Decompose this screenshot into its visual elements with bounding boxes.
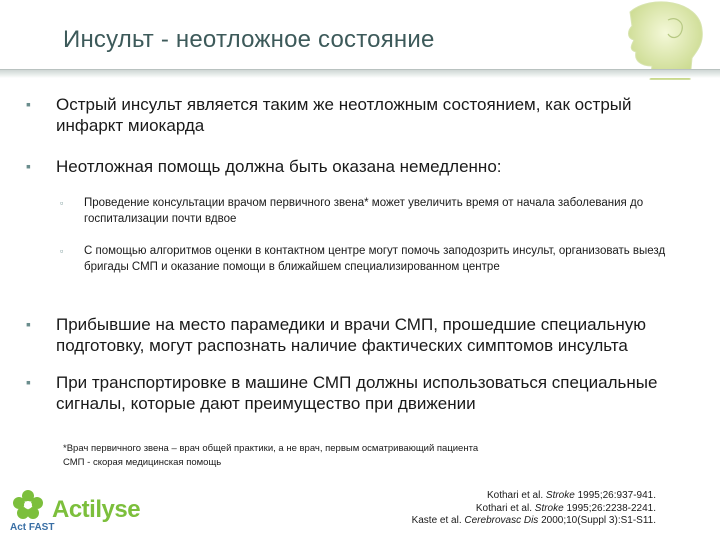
bullet-marker: ▪: [26, 158, 31, 174]
references: [296, 490, 656, 528]
bullet-text: Острый инсульт является таким же неотложным состоянием, как острый инфаркт миокарда: [56, 95, 632, 135]
footnote-line: *Врач первичного звена – врач общей практики, а не врач, первым осматривающий пациента: [63, 443, 479, 454]
reference-line: Kothari et al. Stroke 1995;26:937-941.: [486, 490, 656, 501]
flower-icon: [13, 490, 43, 519]
bullet-marker: ▪: [26, 374, 31, 390]
sub-bullet-marker: ▫: [60, 198, 64, 208]
sub-bullet-text: Проведение консультации врачом первичного звена* может увеличить время от начала заболевания до госпитализации почти вдвое: [84, 197, 644, 225]
bullet-text: Неотложная помощь должна быть оказана немедленно:: [56, 157, 502, 176]
bullet-text: Прибывшие на место парамедики и врачи СМП, прошедшие специальную подготовку, могут распознать наличие фактических симптомов инсульта: [56, 315, 646, 355]
reference-line: Kothari et al. Stroke 1995;26:2238-2241.: [475, 502, 656, 514]
title-rule-shadow: [0, 70, 720, 78]
bullet-marker: ▪: [26, 96, 31, 112]
bullet-marker: ▪: [26, 316, 31, 332]
bullet-text: При транспортировке в машине СМП должны использоваться специальные сигналы, которые дают преимущество при движении: [56, 373, 658, 413]
footnote: [63, 442, 623, 470]
reference-line: Kaste et al. Cerebrovasc Dis 2000;10(Suppl 3):S1-S11.: [411, 515, 656, 526]
footnote-line: СМП - скорая медицинская помощь: [63, 457, 222, 468]
logo-tagline: Act FAST: [10, 522, 55, 533]
slide-title: Инсульт - неотложное состояние: [63, 26, 435, 53]
logo-brand: Actilyse: [52, 496, 141, 523]
head-profile-icon: [610, 0, 720, 80]
sub-bullet-text: С помощью алгоритмов оценки в контактном центре могут помочь заподозрить инсульт, организовать выезд бригады СМП и оказание помощи в ближайшем специализированном центре: [84, 245, 666, 273]
sub-bullet-marker: ▫: [60, 246, 64, 256]
